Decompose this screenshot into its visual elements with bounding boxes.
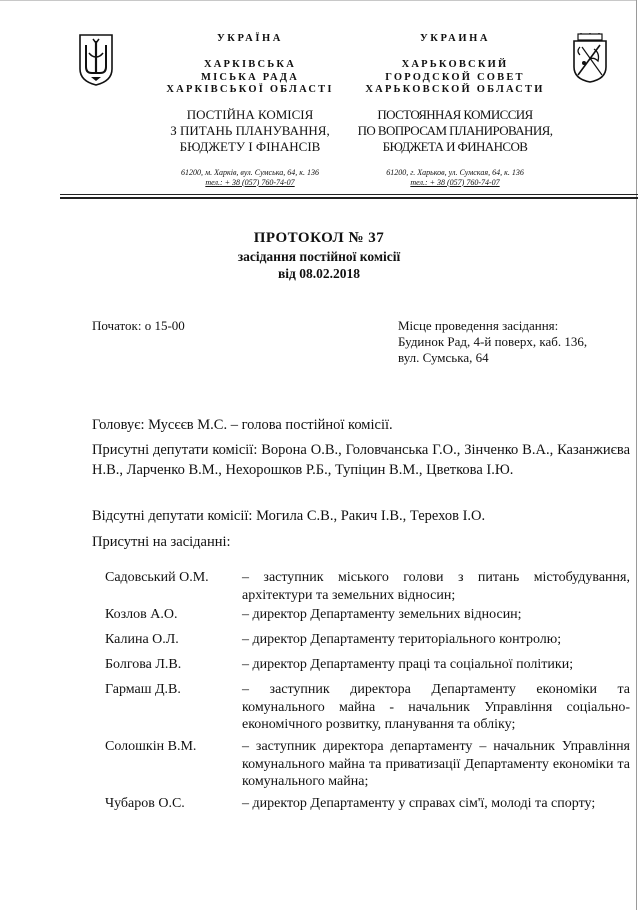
trident-emblem-icon: [78, 33, 114, 87]
council-ua-line-3: ХАРКІВСЬКОЇ ОБЛАСТІ: [166, 84, 334, 95]
header-ua-column: [150, 33, 350, 188]
meeting-place-line-3: вул. Сумська, 64: [398, 350, 489, 365]
attendee-name: Калина О.Л.: [105, 632, 179, 647]
protocol-number: ПРОТОКОЛ № 37: [253, 230, 385, 246]
phone-ua: тел.: + 38 (057) 760-74-07: [205, 177, 295, 187]
header-divider-thick: [60, 197, 638, 199]
council-ru-line-3: ХАРЬКОВСКОЙ ОБЛАСТИ: [365, 84, 545, 95]
protocol-subtitle: засідання постійної комісії: [237, 249, 401, 264]
attendees-list: [105, 569, 630, 835]
attendee-row: [105, 738, 630, 795]
address-ru-street: 61200, г. Харьков, ул. Сумская, 64, к. 136: [386, 167, 524, 177]
attendee-name: Козлов А.О.: [105, 607, 178, 622]
attendee-name: Садовський О.М.: [105, 570, 209, 585]
absent-members-paragraph: Відсутні депутати комісії: Могила С.В., Ракич І.В., Терехов І.О.: [92, 508, 486, 524]
committee-ua-line-2: З ПИТАНЬ ПЛАНУВАННЯ,: [170, 122, 330, 138]
address-ru: [350, 168, 560, 188]
attendee-row: [105, 681, 630, 738]
page-frame-top: [0, 0, 636, 1]
committee-ru-line-1: ПОСТОЯННАЯ КОМИССИЯ: [377, 106, 533, 122]
kharkiv-coat-of-arms-icon: [572, 33, 608, 83]
attendee-row: [105, 795, 630, 835]
attendee-row: [105, 569, 630, 606]
country-ua: УКРАЇНА: [216, 33, 283, 44]
header-ru-column: [350, 33, 560, 188]
attendee-role: – заступник директора департаменту – начальник Управління комунального майна та приватизації Департаменту економіки та комунального майна;: [242, 739, 630, 789]
committee-ru-line-3: БЮДЖЕТА И ФИНАНСОВ: [382, 138, 528, 154]
committee-ua-line-1: ПОСТІЙНА КОМІСІЯ: [186, 106, 314, 122]
committee-ua-line-3: БЮДЖЕТУ І ФІНАНСІВ: [179, 138, 321, 154]
chair-paragraph: Головує: Мусєєв М.С. – голова постійної комісії.: [92, 417, 393, 433]
phone-ru: тел.: + 38 (057) 760-74-07: [410, 177, 500, 187]
attendee-name: Гармаш Д.В.: [105, 682, 181, 697]
meeting-place: [398, 318, 587, 366]
attendee-row: [105, 631, 630, 656]
address-ua-street: 61200, м. Харків, вул. Сумська, 64, к. 136: [181, 167, 319, 177]
council-ru-line-1: ХАРЬКОВСКИЙ: [401, 59, 509, 70]
committee-ru: [350, 107, 560, 155]
attendee-role: – директор Департаменту у справах сім'ї, молоді та спорту;: [242, 796, 596, 811]
protocol-title: [0, 229, 638, 282]
protocol-date: від 08.02.2018: [278, 266, 360, 281]
attendee-name: Болгова Л.В.: [105, 657, 182, 672]
attendee-role: – заступник міського голови з питань містобудування, архітектури та земельних відносин;: [242, 570, 630, 603]
attendee-role: – директор Департаменту праці та соціальної політики;: [242, 657, 574, 672]
attendee-name: Чубаров О.С.: [105, 796, 185, 811]
header-divider-thin: [60, 194, 638, 195]
attendee-row: [105, 606, 630, 631]
attendee-role: – директор Департаменту територіального контролю;: [242, 632, 562, 647]
attending-label: Присутні на засіданні:: [92, 534, 231, 550]
attendee-role: – заступник директора Департаменту економіки та комунального майна - начальник Управління соціально-економічного розвитку, планування та обліку;: [242, 682, 630, 732]
council-ua-line-2: МІСЬКА РАДА: [200, 71, 299, 83]
attendee-row: [105, 656, 630, 681]
meeting-place-line-2: Будинок Рад, 4-й поверх, каб. 136,: [398, 334, 588, 349]
page-frame-right: [636, 0, 637, 910]
council-ru-line-2: ГОРОДСКОЙ СОВЕТ: [385, 71, 525, 83]
attendee-role: – директор Департаменту земельних відносин;: [242, 607, 522, 622]
committee-ru-line-2: ПО ВОПРОСАМ ПЛАНИРОВАНИЯ,: [357, 122, 553, 138]
council-ua-line-1: ХАРКІВСЬКА: [203, 59, 296, 70]
meeting-start-time: Початок: о 15-00: [92, 318, 185, 333]
meeting-place-line-1: Місце проведення засідання:: [398, 318, 559, 333]
committee-ua: [150, 107, 350, 155]
present-members-paragraph: Присутні депутати комісії: Ворона О.В., Головчанська Г.О., Зінченко В.А., Казанжиєва Н.В., Ларченко В.М., Нехорошков Р.Б., Тупіцин В.М., Цветкова І.Ю.: [92, 442, 630, 478]
country-ru: УКРАИНА: [419, 33, 491, 44]
address-ua: [150, 168, 350, 188]
attendee-name: Солошкін В.М.: [105, 739, 197, 754]
